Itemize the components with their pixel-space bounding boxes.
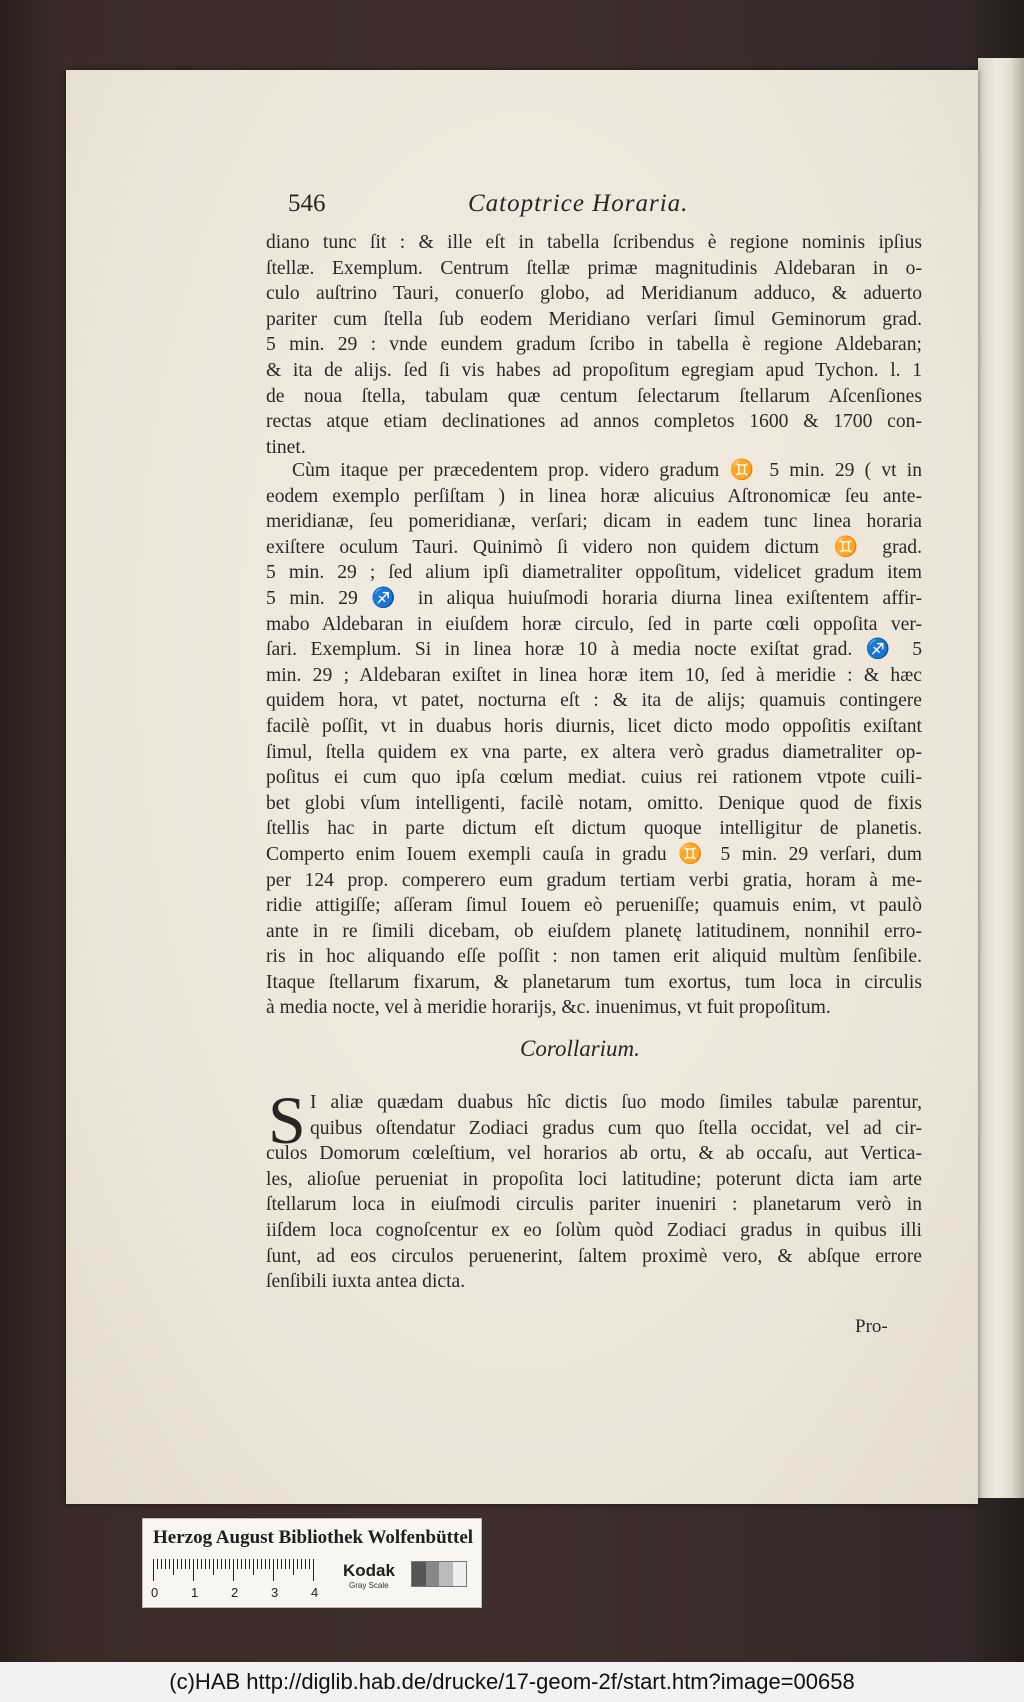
text-line: diano tunc ſit : & ille eſt in tabella ſcribendus è regione nominis ipſius bbox=[266, 232, 922, 253]
ruler-tick bbox=[181, 1559, 182, 1569]
scale-ruler bbox=[153, 1559, 323, 1581]
ruler-tick bbox=[257, 1559, 258, 1569]
ruler-tick bbox=[313, 1559, 314, 1581]
ruler-tick bbox=[285, 1559, 286, 1569]
text-line: ris in hoc aliquando eſſe poſſit : non tamen erit aliquid multùm ſenſibile. bbox=[266, 946, 922, 968]
text-line: culos Domorum cœleſtium, vel horarios ab ortu, & ab occaſu, aut Vertica- bbox=[266, 1143, 922, 1165]
ruler-tick bbox=[249, 1559, 250, 1569]
text-line: ſtellarum loca in eiuſmodi circulis pariter inueniri : planetarum verò in bbox=[266, 1194, 922, 1216]
text-line: 5 min. 29 : vnde eundem gradum ſcribo in tabella è regione Aldebaran; bbox=[266, 334, 922, 356]
text-line: bet globi vſum intelligenti, facilè notam, omitto. Denique quod de fixis bbox=[266, 792, 922, 814]
ruler-tick bbox=[205, 1559, 206, 1569]
text-line: les, alioſue perueniat in propoſita loci latitudine; poterunt dicta iam arte bbox=[266, 1168, 922, 1190]
ruler-number: 2 bbox=[231, 1585, 239, 1600]
ruler-tick bbox=[193, 1559, 194, 1581]
ruler-tick bbox=[185, 1559, 186, 1569]
ruler-tick bbox=[289, 1559, 290, 1569]
ruler-tick bbox=[253, 1559, 254, 1575]
copyright-footer: (c)HAB http://diglib.hab.de/drucke/17-geom-2f/start.htm?image=00658 bbox=[0, 1662, 1024, 1702]
ruler-tick bbox=[261, 1559, 262, 1569]
text-line: Comperto enim Iouem exempli cauſa in gradu ♊ 5 min. 29 verſari, dum bbox=[266, 843, 922, 865]
ruler-tick bbox=[221, 1559, 222, 1569]
ruler-number: 3 bbox=[271, 1585, 279, 1600]
ruler-tick bbox=[277, 1559, 278, 1569]
ruler-tick bbox=[273, 1559, 274, 1581]
gray-scale-blocks bbox=[411, 1561, 467, 1587]
ruler-tick bbox=[281, 1559, 282, 1569]
gray-block bbox=[426, 1562, 440, 1586]
ruler-tick bbox=[189, 1559, 190, 1569]
catchword: Pro- bbox=[855, 1316, 888, 1337]
page-header bbox=[288, 190, 808, 230]
ruler-tick bbox=[293, 1559, 294, 1575]
text-line: I aliæ quædam duabus hîc dictis ſuo modo ſimiles tabulæ parentur, bbox=[310, 1092, 922, 1113]
drop-cap: S bbox=[268, 1082, 306, 1158]
ruler-tick bbox=[237, 1559, 238, 1569]
text-line: quidem hora, vt patet, nocturna eſt : & ita de alijs; quamuis contingere bbox=[266, 690, 922, 712]
ruler-tick bbox=[197, 1559, 198, 1569]
text-line: rectas atque etiam declinationes ad annos completos 1600 & 1700 con- bbox=[266, 411, 922, 433]
text-line: ſenſibili iuxta antea dicta. bbox=[266, 1271, 466, 1293]
ruler-tick bbox=[201, 1559, 202, 1569]
text-line: poſitus ei cum quo ipſa cœlum mediat. cuius rei rationem vtpote cuili- bbox=[266, 767, 922, 789]
text-line: ante in re ſimili dicebam, ob eiuſdem planetę latitudinem, nonnihil erro- bbox=[266, 920, 922, 942]
text-line: Itaque ſtellarum fixarum, & planetarum tum exortus, tum loca in circulis bbox=[266, 971, 922, 993]
ruler-tick bbox=[305, 1559, 306, 1569]
paragraph-2 bbox=[266, 458, 922, 1021]
text-line: meridianæ, ſeu pomeridianæ, verſari; dicam in eadem tunc linea horaria bbox=[266, 511, 922, 533]
paragraph-1 bbox=[266, 230, 922, 460]
kodak-logo: Kodak bbox=[343, 1561, 395, 1580]
text-line: ſimul, ſtella quidem ex vna parte, ex altera verò gradus diametraliter op- bbox=[266, 741, 922, 763]
next-page-edge bbox=[978, 58, 1024, 1498]
ruler-tick bbox=[297, 1559, 298, 1569]
text-line: per 124 prop. comperero eum gradum tertiam verbi gratia, horam à me- bbox=[266, 869, 922, 891]
ruler-tick bbox=[241, 1559, 242, 1569]
ruler-tick bbox=[265, 1559, 266, 1569]
ruler-tick bbox=[309, 1559, 310, 1569]
ruler-number: 1 bbox=[191, 1585, 199, 1600]
text-line: culo auſtrino Tauri, conuerſo globo, ad Meridianum adduco, & aduerto bbox=[266, 283, 922, 305]
gray-block bbox=[453, 1562, 467, 1586]
ruler-tick bbox=[153, 1559, 154, 1581]
gray-block bbox=[439, 1562, 453, 1586]
ruler-tick bbox=[169, 1559, 170, 1569]
text-line: ſunt, ad eos circulos peruenerint, ſaltem proximè vero, & abſque errore bbox=[266, 1245, 922, 1267]
ruler-number: 4 bbox=[311, 1585, 319, 1600]
text-line: quibus oſtendatur Zodiaci gradus cum quo ſtella occidat, vel ad cir- bbox=[310, 1117, 922, 1139]
library-name: Herzog August Bibliothek Wolfenbüttel bbox=[153, 1527, 474, 1548]
ruler-tick bbox=[233, 1559, 234, 1581]
text-line: ſtellæ. Exemplum. Centrum ſtellæ primæ magnitudinis Aldebaran in o- bbox=[266, 257, 922, 279]
text-line: de noua ſtella, tabulam quæ centum ſelectarum ſtellarum Aſcenſiones bbox=[266, 385, 922, 407]
ruler-tick bbox=[157, 1559, 158, 1569]
text-line: min. 29 ; Aldebaran exiſtet in linea horæ item 10, ſed à meridie : & hæc bbox=[266, 664, 922, 686]
ruler-tick bbox=[245, 1559, 246, 1569]
paragraph-3 bbox=[266, 1082, 922, 1295]
ruler-tick bbox=[217, 1559, 218, 1569]
ruler-number: 0 bbox=[151, 1585, 159, 1600]
ruler-tick bbox=[225, 1559, 226, 1569]
text-line: exiſtere oculum Tauri. Quinimò ſi videro non quidem dictum ♊ grad. bbox=[266, 536, 922, 558]
text-line: iiſdem loca cognoſcentur ex eo ſolùm quòd Zodiaci gradus in quibus illi bbox=[266, 1219, 922, 1241]
text-line: tinet. bbox=[266, 436, 306, 458]
text-line: ridie attigiſſe; aſſeram ſimul Iouem eò perueniſſe; quamuis enim, vt paulò bbox=[266, 895, 922, 917]
text-line: Cùm itaque per præcedentem prop. videro gradum ♊ 5 min. 29 ( vt in bbox=[292, 460, 922, 481]
text-line: ſtellis hac in parte dictum eſt dictum quoque intelligitur de planetis. bbox=[266, 818, 922, 840]
ruler-tick bbox=[269, 1559, 270, 1569]
section-heading: Corollarium. bbox=[520, 1036, 640, 1061]
ruler-tick bbox=[213, 1559, 214, 1575]
page-number: 546 bbox=[288, 190, 326, 217]
ruler-tick bbox=[209, 1559, 210, 1569]
text-line: eodem exemplo perſiſtam ) in linea horæ alicuius Aſtronomicæ ſeu ante- bbox=[266, 485, 922, 507]
ruler-tick bbox=[165, 1559, 166, 1569]
ruler-tick bbox=[177, 1559, 178, 1569]
running-title: Catoptrice Horaria. bbox=[468, 190, 689, 217]
text-line: pariter cum ſtella ſub eodem Meridiano verſari ſimul Geminorum grad. bbox=[266, 308, 922, 330]
ruler-tick bbox=[173, 1559, 174, 1575]
text-line: mabo Aldebaran in eiuſdem horæ circulo, ſed in parte cœli oppoſita ver- bbox=[266, 613, 922, 635]
ruler-tick bbox=[301, 1559, 302, 1569]
gray-block bbox=[412, 1562, 426, 1586]
ruler-tick bbox=[229, 1559, 230, 1569]
text-line: 5 min. 29 ; ſed alium ipſi diametraliter oppoſitum, videlicet gradum item bbox=[266, 562, 922, 584]
ruler-tick bbox=[161, 1559, 162, 1569]
text-line: facilè poſſit, vt in duabus horis diurnis, licet dicto modo oppoſitis exiſtant bbox=[266, 715, 922, 737]
text-line: & ita de alijs. ſed ſi vis habes ad propoſitum egregiam apud Tychon. l. 1 bbox=[266, 359, 922, 381]
text-line: 5 min. 29 ♐ in aliqua huiuſmodi horaria diurna linea exiſtentem affir- bbox=[266, 587, 922, 609]
text-line: à media nocte, vel à meridie horarijs, &c. inuenimus, vt fuit propoſitum. bbox=[266, 997, 831, 1019]
library-label bbox=[142, 1518, 482, 1608]
gray-scale-text: Gray Scale bbox=[349, 1581, 389, 1590]
text-line: ſari. Exemplum. Si in linea horæ 10 à media nocte exiſtat grad. ♐ 5 bbox=[266, 639, 922, 661]
